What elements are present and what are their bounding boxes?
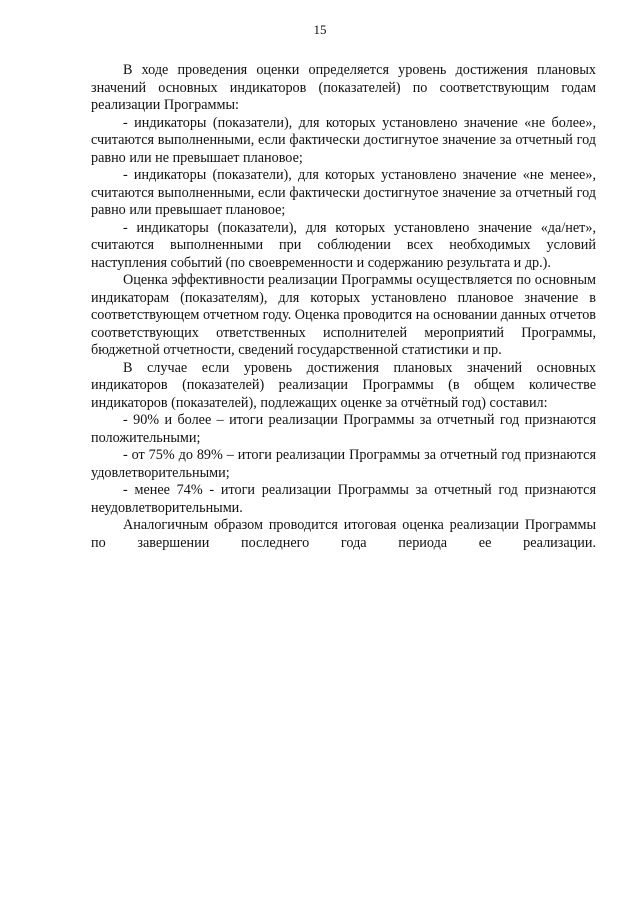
paragraph-level-positive: - 90% и более – итоги реализации Программы за отчетный год признаются положительными; (91, 412, 596, 446)
paragraph-level-satisfactory: - от 75% до 89% – итоги реализации Программы за отчетный год признаются удовлетворительными; (91, 447, 596, 481)
paragraph-level-unsatisfactory: - менее 74% - итоги реализации Программы за отчетный год признаются неудовлетворительными. (91, 482, 596, 516)
paragraph-final-assessment: Аналогичным образом проводится итоговая оценка реализации Программы по завершении последнего года периода ее реализации. (91, 517, 596, 551)
paragraph-indicator-not-more: - индикаторы (показатели), для которых установлено значение «не более», считаются выполненными, если фактически достигнутое значение за отчетный год равно или не превышает плановое; (91, 114, 596, 166)
paragraph-indicator-not-less: - индикаторы (показатели), для которых установлено значение «не менее», считаются выполненными, если фактически достигнутое значение за отчетный год равно или превышает плановое; (91, 167, 596, 218)
paragraph-achievement-levels-intro: В случае если уровень достижения плановых значений основных индикаторов (показателей) реализации Программы (в общем количестве индикаторов (показателей), подлежащих оценке за отчётный год) составил: (91, 359, 596, 411)
paragraph-indicator-yes-no: - индикаторы (показатели), для которых установлено значение «да/нет», считаются выполненными при соблюдении всех необходимых условий наступления событий (по своевременности и содержанию результата и др.). (91, 219, 596, 271)
paragraph-efficiency-assessment: Оценка эффективности реализации Программы осуществляется по основным индикаторам (показателям), для которых установлено плановое значение в соответствующем отчетном году. Оценка проводится на основании данных отчетов соответствующих ответственных исполнителей мероприятий Программы, бюджетной отчетности, сведений государственной статистики и пр. (91, 272, 596, 358)
document-body (91, 62, 596, 552)
page-number: 15 (313, 22, 327, 37)
paragraph-assessment-intro: В ходе проведения оценки определяется уровень достижения плановых значений основных индикаторов (показателей) по соответствующим годам реализации Программы: (91, 62, 596, 113)
